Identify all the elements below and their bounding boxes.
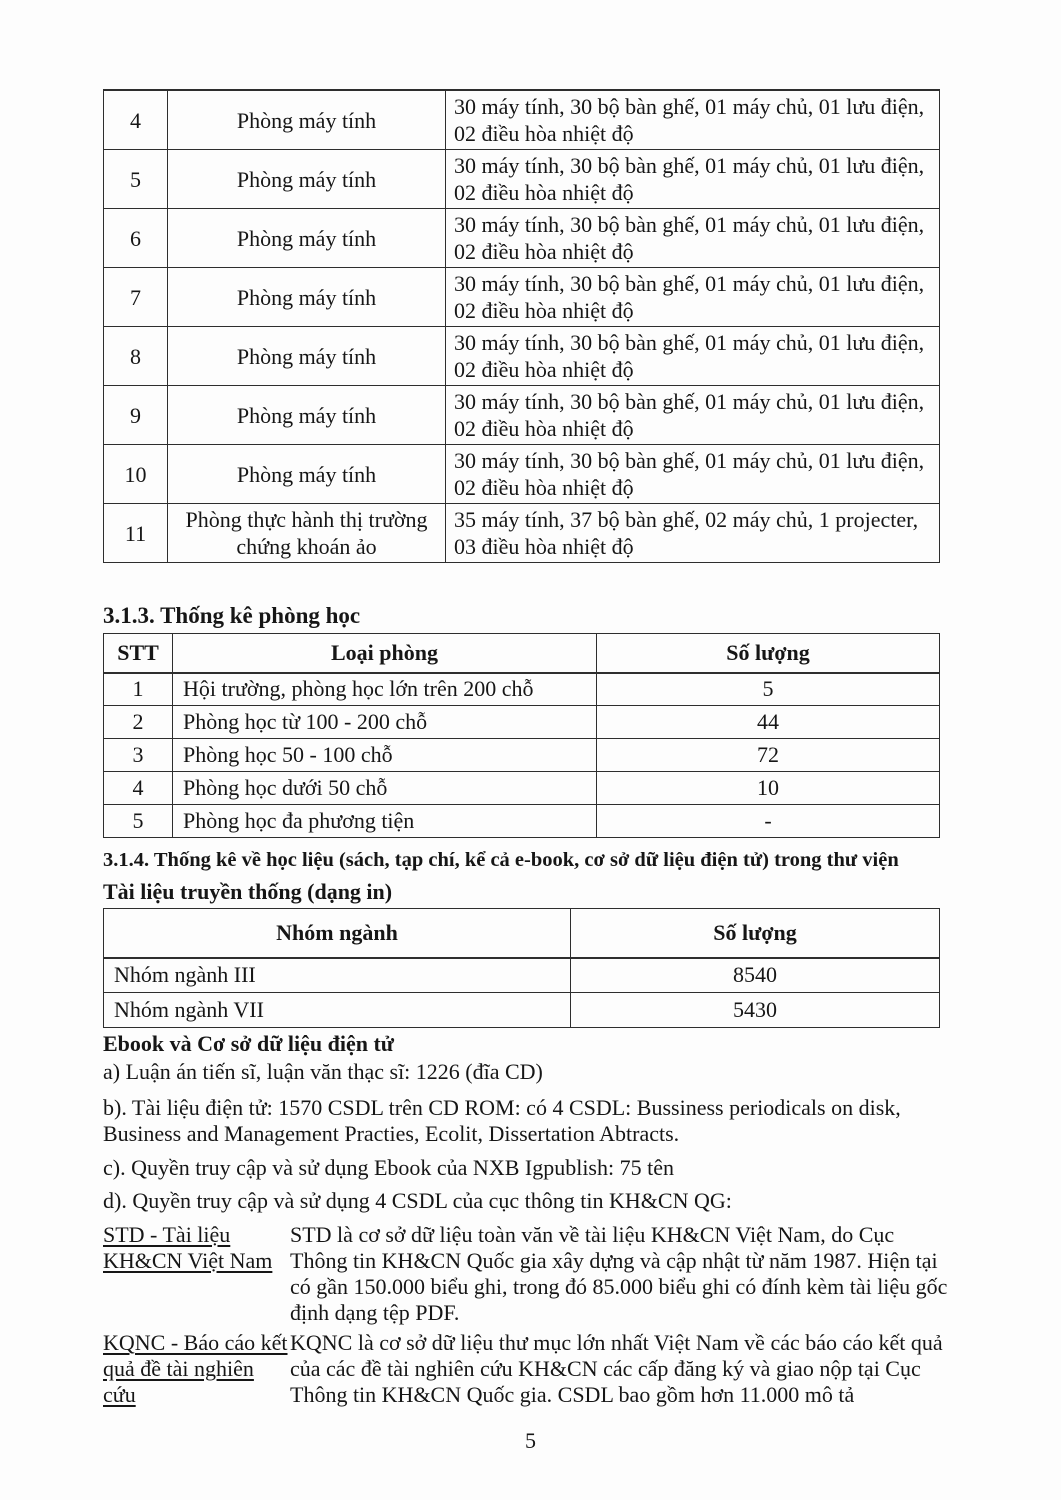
table-cell: 5: [104, 150, 168, 209]
table-cell: Phòng học dưới 50 chỗ: [173, 772, 597, 805]
table-header-row: [104, 909, 940, 958]
table-cell: Phòng thực hành thị trường chứng khoán ảo: [168, 504, 446, 563]
column-header-stt: STT: [104, 634, 173, 673]
table-cell: Phòng máy tính: [168, 209, 446, 268]
table-cell: Phòng máy tính: [168, 90, 446, 150]
table-row: [104, 958, 940, 993]
table-row: [104, 772, 940, 805]
table-cell: Phòng máy tính: [168, 150, 446, 209]
list-item-b: b). Tài liệu điện tử: 1570 CSDL trên CD ROM: có 4 CSDL: Bussiness periodicals on disk, Business and Management Practies, Ecolit, Dissertation Abtracts.: [103, 1095, 901, 1146]
table-row: [104, 90, 940, 150]
table-cell: 72: [597, 739, 940, 772]
database-entry-kqnc: [103, 1330, 955, 1408]
table-cell: 10: [597, 772, 940, 805]
database-description-std: STD là cơ sở dữ liệu toàn văn về tài liệu KH&CN Việt Nam, do Cục Thông tin KH&CN Quốc gia xây dựng và cập nhật từ năm 1987. Hiện tại có gần 150.000 biểu ghi, trong đó 85.000 biểu ghi có đính kèm tài liệu gốc định dạng tệp PDF.: [290, 1222, 948, 1325]
table-cell: 5: [104, 805, 173, 838]
page-number: 5: [525, 1428, 536, 1453]
classroom-stats-table: [103, 633, 940, 838]
database-entry-std: [103, 1222, 955, 1326]
table-cell: 4: [104, 90, 168, 150]
table-cell: 30 máy tính, 30 bộ bàn ghế, 01 máy chủ, 01 lưu điện, 02 điều hòa nhiệt độ: [446, 386, 940, 445]
equipment-rooms-table-body: [104, 90, 940, 563]
table-cell: 30 máy tính, 30 bộ bàn ghế, 01 máy chủ, 01 lưu điện, 02 điều hòa nhiệt độ: [446, 209, 940, 268]
table-cell: Phòng máy tính: [168, 445, 446, 504]
table-cell: Phòng học đa phương tiện: [173, 805, 597, 838]
table-cell: 5430: [571, 993, 940, 1028]
section-3-1-4-heading: 3.1.4. Thống kê về học liệu (sách, tạp chí, kể cả e-book, cơ sở dữ liệu điện tử) trong thư viện: [103, 849, 899, 871]
table-cell: Phòng máy tính: [168, 268, 446, 327]
table-cell: 5: [597, 673, 940, 706]
table-cell: 30 máy tính, 30 bộ bàn ghế, 01 máy chủ, 01 lưu điện, 02 điều hòa nhiệt độ: [446, 445, 940, 504]
list-item-c: c). Quyền truy cập và sử dụng Ebook của NXB Igpublish: 75 tên: [103, 1155, 674, 1180]
table-cell: 7: [104, 268, 168, 327]
table-cell: 4: [104, 772, 173, 805]
table-cell: 30 máy tính, 30 bộ bàn ghế, 01 máy chủ, 01 lưu điện, 02 điều hòa nhiệt độ: [446, 90, 940, 150]
equipment-rooms-table: [103, 89, 940, 563]
list-item-d: d). Quyền truy cập và sử dụng 4 CSDL của cục thông tin KH&CN QG:: [103, 1188, 732, 1213]
table-cell: 9: [104, 386, 168, 445]
table-cell: Phòng máy tính: [168, 386, 446, 445]
table-cell: -: [597, 805, 940, 838]
table-cell: 44: [597, 706, 940, 739]
table-row: [104, 445, 940, 504]
column-header-room-type: Loại phòng: [173, 634, 597, 673]
printed-materials-table-body: [104, 958, 940, 1028]
table-cell: Phòng học 50 - 100 chỗ: [173, 739, 597, 772]
list-item-a: a) Luận án tiến sĩ, luận văn thạc sĩ: 1226 (đĩa CD): [103, 1059, 543, 1084]
table-row: [104, 805, 940, 838]
table-row: [104, 504, 940, 563]
table-row: [104, 268, 940, 327]
table-header-row: [104, 634, 940, 673]
table-cell: Phòng học từ 100 - 200 chỗ: [173, 706, 597, 739]
column-header-major-group: Nhóm ngành: [104, 909, 571, 958]
table-cell: Nhóm ngành VII: [104, 993, 571, 1028]
table-cell: 11: [104, 504, 168, 563]
table-row: [104, 706, 940, 739]
table-row: [104, 209, 940, 268]
database-label-std: STD - Tài liệu KH&CN Việt Nam: [103, 1222, 273, 1273]
table-row: [104, 150, 940, 209]
table-row: [104, 993, 940, 1028]
table-cell: 8: [104, 327, 168, 386]
table-cell: 1: [104, 673, 173, 706]
database-description-kqnc: KQNC là cơ sở dữ liệu thư mục lớn nhất Việt Nam về các báo cáo kết quả của các đề tài nghiên cứu KH&CN các cấp đăng ký và giao nộp tại Cục Thông tin KH&CN Quốc gia. CSDL bao gồm hơn 11.000 mô tả: [290, 1330, 943, 1407]
printed-materials-table: [103, 908, 940, 1028]
table-cell: 30 máy tính, 30 bộ bàn ghế, 01 máy chủ, 01 lưu điện, 02 điều hòa nhiệt độ: [446, 327, 940, 386]
table-row: [104, 739, 940, 772]
table-cell: Hội trường, phòng học lớn trên 200 chỗ: [173, 673, 597, 706]
column-header-quantity: Số lượng: [597, 634, 940, 673]
table-cell: 3: [104, 739, 173, 772]
table-cell: 35 máy tính, 37 bộ bàn ghế, 02 máy chủ, 1 projecter, 03 điều hòa nhiệt độ: [446, 504, 940, 563]
database-label-kqnc: KQNC - Báo cáo kết quả đề tài nghiên cứu: [103, 1330, 288, 1407]
table-row: [104, 327, 940, 386]
column-header-quantity: Số lượng: [571, 909, 940, 958]
table-cell: Nhóm ngành III: [104, 958, 571, 993]
printed-materials-heading: Tài liệu truyền thống (dạng in): [103, 879, 393, 904]
table-cell: 8540: [571, 958, 940, 993]
table-row: [104, 673, 940, 706]
table-cell: Phòng máy tính: [168, 327, 446, 386]
table-row: [104, 386, 940, 445]
table-cell: 2: [104, 706, 173, 739]
section-3-1-3-heading: 3.1.3. Thống kê phòng học: [103, 603, 361, 628]
table-cell: 10: [104, 445, 168, 504]
classroom-stats-table-body: [104, 673, 940, 838]
ebook-section-heading: Ebook và Cơ sở dữ liệu điện tử: [103, 1031, 394, 1056]
table-cell: 30 máy tính, 30 bộ bàn ghế, 01 máy chủ, 01 lưu điện, 02 điều hòa nhiệt độ: [446, 268, 940, 327]
table-cell: 6: [104, 209, 168, 268]
table-cell: 30 máy tính, 30 bộ bàn ghế, 01 máy chủ, 01 lưu điện, 02 điều hòa nhiệt độ: [446, 150, 940, 209]
